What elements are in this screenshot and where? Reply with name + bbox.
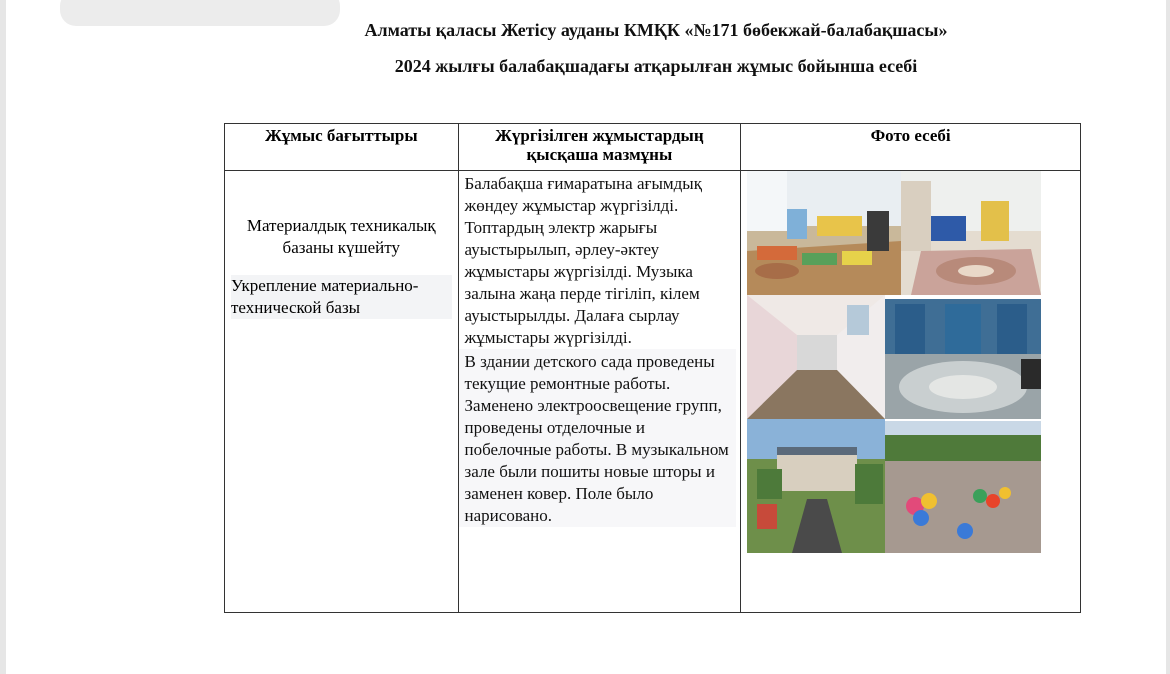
description-russian: В здании детского сада проведены текущие ремонтные работы. Заменено электроосвещение групп, проведены отделочные и побелочные работы. В музыкальном зале были пошиты новые шторы и заменен ковер. Поле было нарисовано.	[459, 349, 737, 527]
report-title-line2: 2024 жылғы балабақшадағы атқарылған жұмыс бойынша есебі	[394, 56, 918, 76]
building-exterior-photo	[747, 419, 885, 553]
header-summary: Жүргізілген жұмыстардың қысқаша мазмұны	[458, 124, 741, 171]
corridor-photo	[747, 295, 885, 419]
table-row	[225, 171, 1081, 613]
painted-yard-photo	[885, 421, 1041, 553]
photo-cell	[741, 171, 1081, 613]
direction-russian: Укрепление материально-технической базы	[231, 275, 452, 319]
directions-cell	[225, 171, 459, 613]
description-kazakh: Балабақша ғимаратына ағымдық жөндеу жұмыстар жүргізілді. Топтардың электр жарығы ауыстырылып, әрлеу-әктеу жұмыстары жүргізілді. Музыка залына жаңа перде тігіліп, кілем ауыстырылды. Далаға сырлау жұмыстары жүргізілді.	[464, 174, 702, 347]
classroom-photo	[747, 171, 901, 295]
report-title-line1: Алматы қаласы Жетісу ауданы КМҚК «№171 бөбекжай-балабақшасы»	[364, 20, 948, 40]
music-hall-photo	[885, 299, 1041, 419]
hall-carpet-photo	[901, 171, 1041, 295]
header-directions: Жұмыс бағыттыры	[225, 124, 459, 171]
table-header-row	[225, 124, 1081, 171]
header-photo: Фото есебі	[741, 124, 1081, 171]
photo-collage	[741, 171, 1080, 611]
direction-kazakh: Материалдық техникалық базаны күшейту	[246, 216, 436, 257]
summary-cell	[458, 171, 741, 613]
report-table	[224, 123, 1081, 613]
